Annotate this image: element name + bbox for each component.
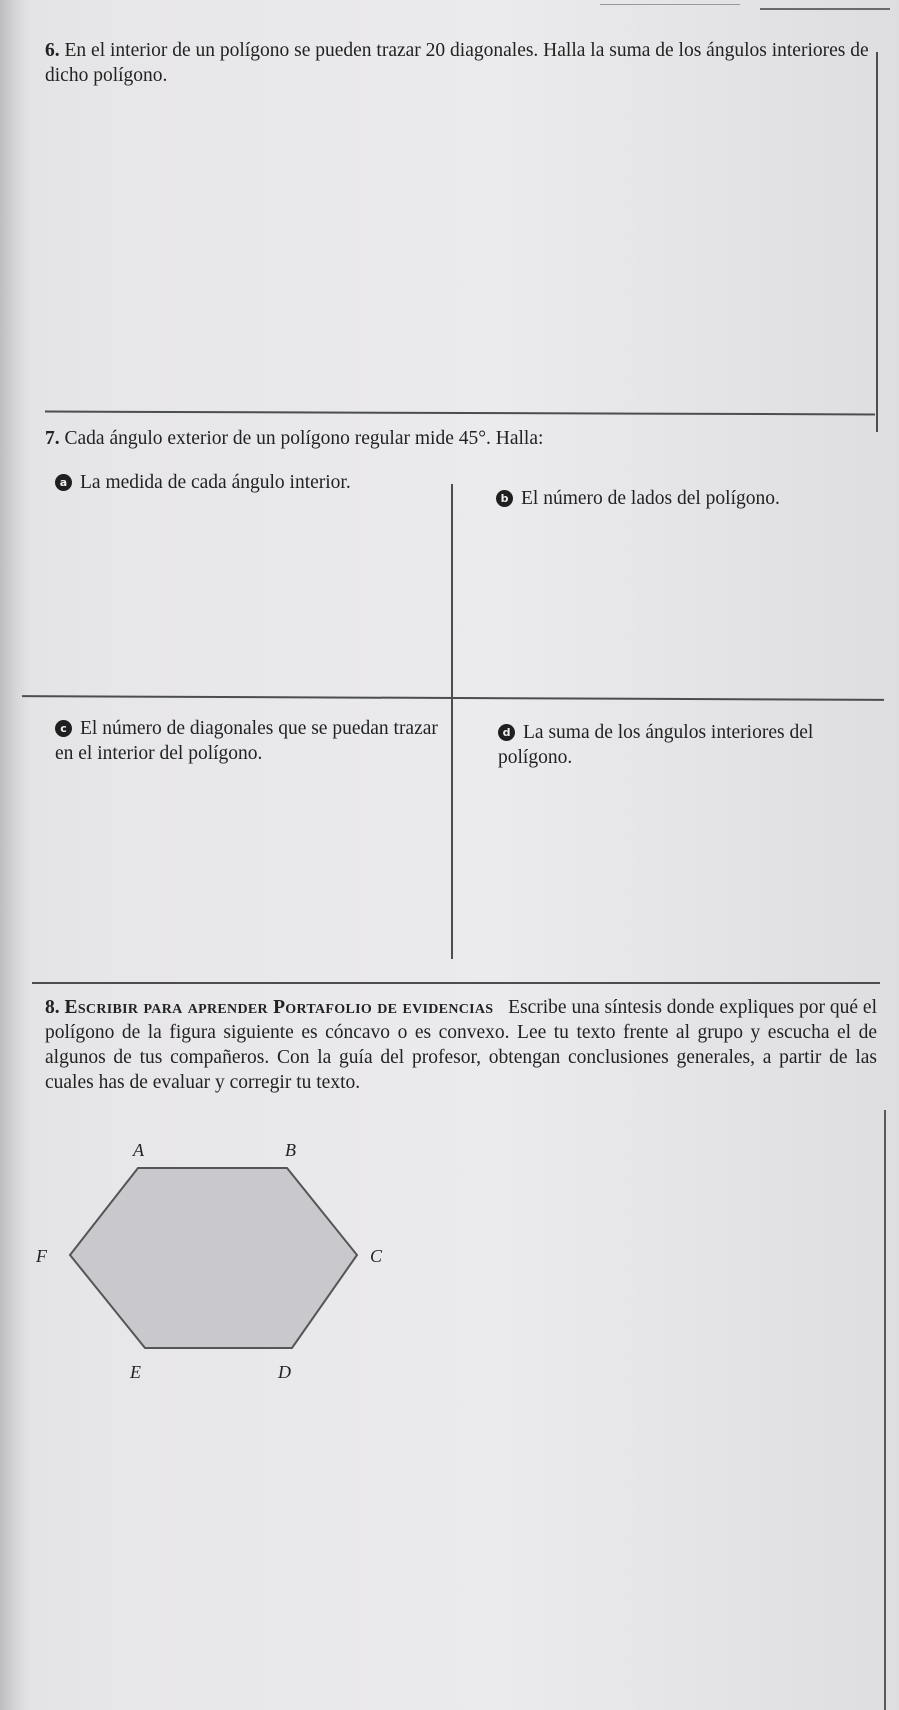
divider-q7-q8 <box>32 982 880 984</box>
question-8-heading: Escribir para aprender Portafolio de evidencias <box>64 997 494 1018</box>
question-6 <box>45 38 875 88</box>
part-c-marker: c <box>55 720 72 737</box>
vertex-label-b: B <box>285 1140 296 1160</box>
answer-box-6-right-border <box>876 52 878 432</box>
part-d-text: La suma de los ángulos interiores del polígono. <box>498 722 814 768</box>
vertex-label-d: D <box>278 1362 291 1382</box>
vertex-label-c: C <box>370 1246 383 1266</box>
part-d-marker: d <box>498 724 515 741</box>
question-8 <box>45 995 877 1095</box>
part-a <box>55 470 435 495</box>
part-b <box>496 486 876 511</box>
question-6-text: En el interior de un polígono se pueden trazar 20 diagonales. Halla la suma de los ángulos interiores de dicho polígono. <box>45 40 869 86</box>
divider-q6-q7 <box>45 411 875 416</box>
part-b-marker: b <box>496 490 513 507</box>
part-b-text: El número de lados del polígono. <box>521 488 780 509</box>
part-c <box>55 716 450 766</box>
part-d <box>498 720 883 770</box>
question-8-text: Escribe una síntesis donde expliques por qué el polígono de la figura siguiente es cóncavo o es convexo. Lee tu texto frente al grupo y escucha el de algunos de tus compañeros. Con la guía del profesor, obtengan conclusiones generales, a partir de las cuales has de evaluar y corregir tu texto. <box>45 997 878 1093</box>
question-7-number: 7. <box>45 428 60 449</box>
header-line-blank <box>760 8 890 10</box>
part-c-text: El número de diagonales que se puedan trazar en el interior del polígono. <box>55 718 438 764</box>
vertex-label-a: A <box>133 1140 144 1160</box>
question-8-number: 8. <box>45 997 60 1018</box>
question-7 <box>45 426 645 451</box>
hexagon-shape <box>70 1168 357 1348</box>
vertex-label-f: F <box>36 1246 47 1266</box>
part-a-marker: a <box>55 474 72 491</box>
hexagon-figure <box>30 1130 390 1390</box>
question-6-number: 6. <box>45 40 60 61</box>
part-a-text: La medida de cada ángulo interior. <box>80 472 351 493</box>
answer-box-8-right-border <box>884 1110 886 1710</box>
answer-grid-vertical-divider <box>451 484 453 959</box>
question-7-text: Cada ángulo exterior de un polígono regular mide 45°. Halla: <box>64 428 544 449</box>
vertex-label-e: E <box>130 1362 141 1382</box>
header-line-group <box>600 4 740 5</box>
